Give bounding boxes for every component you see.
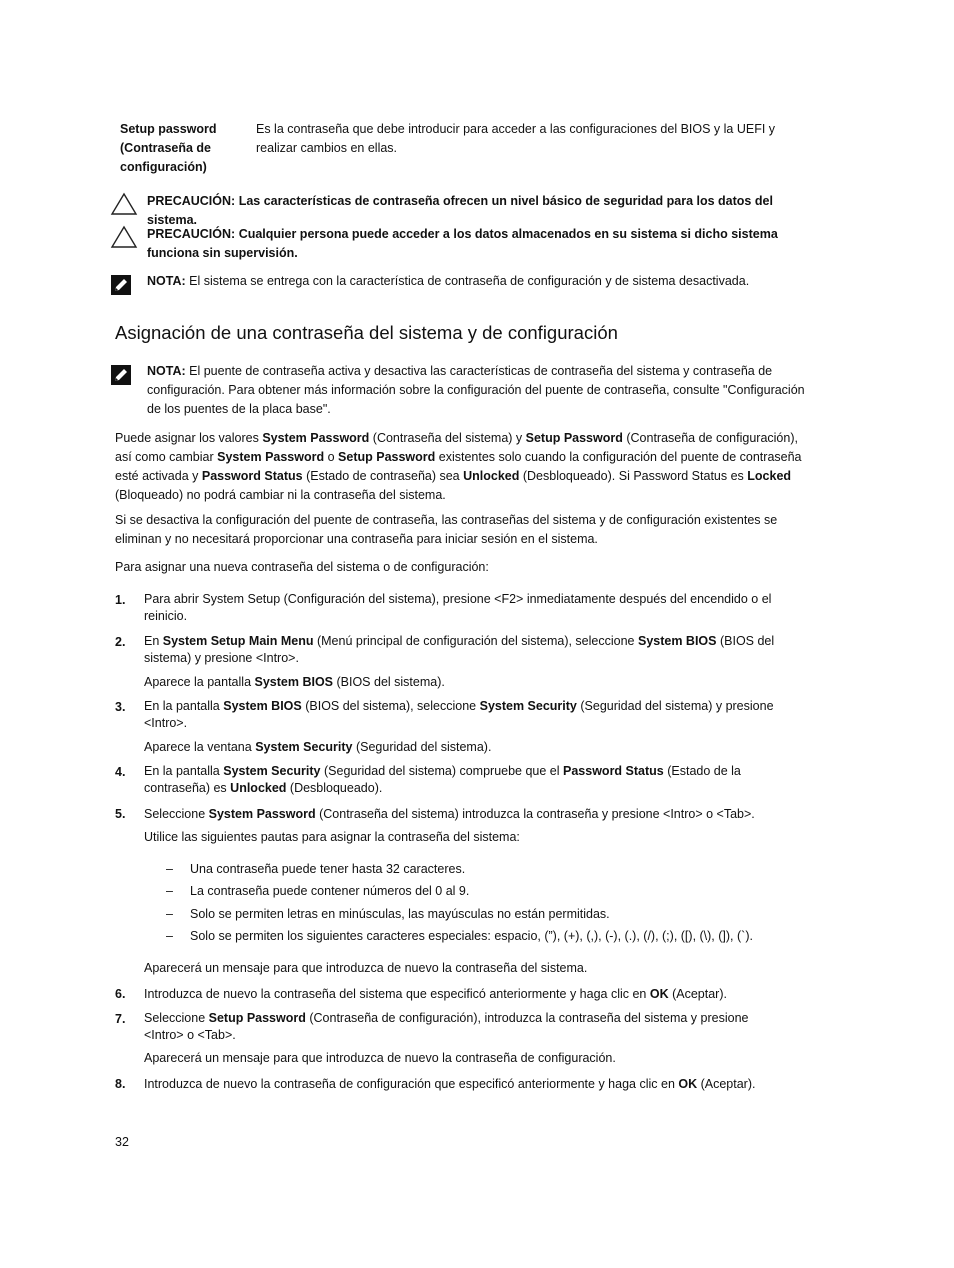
note-2 <box>147 362 807 419</box>
step-5-text: Seleccione System Password (Contraseña del sistema) introduzca la contraseña y presione <Intro> o <Tab>. <box>144 807 755 821</box>
step-2-text: En System Setup Main Menu (Menú principal de configuración del sistema), seleccione System BIOS (BIOS del sistema) y presione <Intro>. <box>144 634 775 665</box>
caution-label: PRECAUCIÓN: <box>147 194 236 208</box>
jumper-paragraph: Si se desactiva la configuración del puente de contraseña, las contraseñas del sistema y de configuración existentes se eliminan y no necesitará proporcionar una contraseña para iniciar sesión en el sistema. <box>115 513 778 546</box>
caution-text: Las características de contraseña ofrecen un nivel básico de seguridad para los datos del sistema. <box>147 194 773 227</box>
step-1-text: Para abrir System Setup (Configuración del sistema), presione <F2> inmediatamente después del encendido o el reinicio. <box>144 592 772 623</box>
definition-description: Es la contraseña que debe introducir para acceder a las configuraciones del BIOS y la UEFI y realizar cambios en ellas. <box>256 122 776 155</box>
note-label: NOTA: <box>147 274 186 288</box>
step-5-result: Aparecerá un mensaje para que introduzca de nuevo la contraseña del sistema. <box>144 961 588 975</box>
step-number: 3. <box>115 700 126 714</box>
guideline-item: Una contraseña puede tener hasta 32 caracteres. <box>190 862 466 876</box>
step-6-text: Introduzca de nuevo la contraseña del sistema que especificó anteriormente y haga clic en OK (Aceptar). <box>144 987 727 1001</box>
definition-term: Setup password (Contraseña de configuración) <box>120 122 217 174</box>
step-number: 1. <box>115 593 126 607</box>
caution-2 <box>147 225 815 263</box>
steps-intro: Para asignar una nueva contraseña del sistema o de configuración: <box>115 560 489 574</box>
guideline-item: Solo se permiten los siguientes caracteres especiales: espacio, (”), (+), (,), (-), (.), (/), (;), ([), (\), (]), (`). <box>190 929 753 943</box>
step-2-result: Aparece la pantalla System BIOS (BIOS del sistema). <box>144 675 445 689</box>
caution-text: Cualquier persona puede acceder a los datos almacenados en su sistema si dicho sistema funciona sin supervisión. <box>147 227 778 260</box>
step-number: 6. <box>115 987 126 1001</box>
note-pencil-icon <box>110 274 132 296</box>
step-number: 8. <box>115 1077 126 1091</box>
intro-paragraph: Puede asignar los valores System Password (Contraseña del sistema) y Setup Password (Contraseña de configuración), así como cambiar System Password o Setup Password existentes solo cuando la configuración del puente de contraseña esté activada y Password Status (Estado de contraseña) sea Unlocked (Desbloqueado). Si Password Status es Locked (Bloqueado) no podrá cambiar ni la contraseña del sistema. <box>115 431 802 502</box>
step-7-text: Seleccione Setup Password (Contraseña de configuración), introduzca la contraseña del sistema y presione <Intro> o <Tab>. <box>144 1011 749 1042</box>
step-3-result: Aparece la ventana System Security (Seguridad del sistema). <box>144 740 492 754</box>
dash-bullet: – <box>166 884 173 898</box>
step-number: 7. <box>115 1012 126 1026</box>
step-8-text: Introduzca de nuevo la contraseña de configuración que especificó anteriormente y haga clic en OK (Aceptar). <box>144 1077 756 1091</box>
step-4-text: En la pantalla System Security (Seguridad del sistema) compruebe que el Password Status (Estado de la contraseña) es Unlocked (Desbloqueado). <box>144 764 741 795</box>
caution-label: PRECAUCIÓN: <box>147 227 236 241</box>
warning-triangle-icon <box>110 192 138 216</box>
dash-bullet: – <box>166 862 173 876</box>
note-text: El sistema se entrega con la característica de contraseña de configuración y de sistema desactivada. <box>189 274 750 288</box>
step-7-result: Aparecerá un mensaje para que introduzca de nuevo la contraseña de configuración. <box>144 1051 616 1065</box>
section-title: Asignación de una contraseña del sistema y de configuración <box>115 322 618 343</box>
step-number: 2. <box>115 635 126 649</box>
dash-bullet: – <box>166 907 173 921</box>
note-pencil-icon <box>110 364 132 386</box>
step-number: 5. <box>115 807 126 821</box>
dash-bullet: – <box>166 929 173 943</box>
guideline-item: La contraseña puede contener números del 0 al 9. <box>190 884 470 898</box>
step-5-guidelines-intro: Utilice las siguientes pautas para asignar la contraseña del sistema: <box>144 830 520 844</box>
step-number: 4. <box>115 765 126 779</box>
note-label: NOTA: <box>147 364 186 378</box>
note-text: El puente de contraseña activa y desactiva las características de contraseña del sistema y contraseña de configuración. Para obtener más información sobre la configuración del puente de contraseña, consulte "Configuración de los puentes de la placa base". <box>147 364 805 416</box>
note-1 <box>147 272 815 291</box>
step-3-text: En la pantalla System BIOS (BIOS del sistema), seleccione System Security (Seguridad del sistema) y presione <Intro>. <box>144 699 774 730</box>
warning-triangle-icon <box>110 225 138 249</box>
guideline-item: Solo se permiten letras en minúsculas, las mayúsculas no están permitidas. <box>190 907 610 921</box>
page-number: 32 <box>115 1135 129 1149</box>
